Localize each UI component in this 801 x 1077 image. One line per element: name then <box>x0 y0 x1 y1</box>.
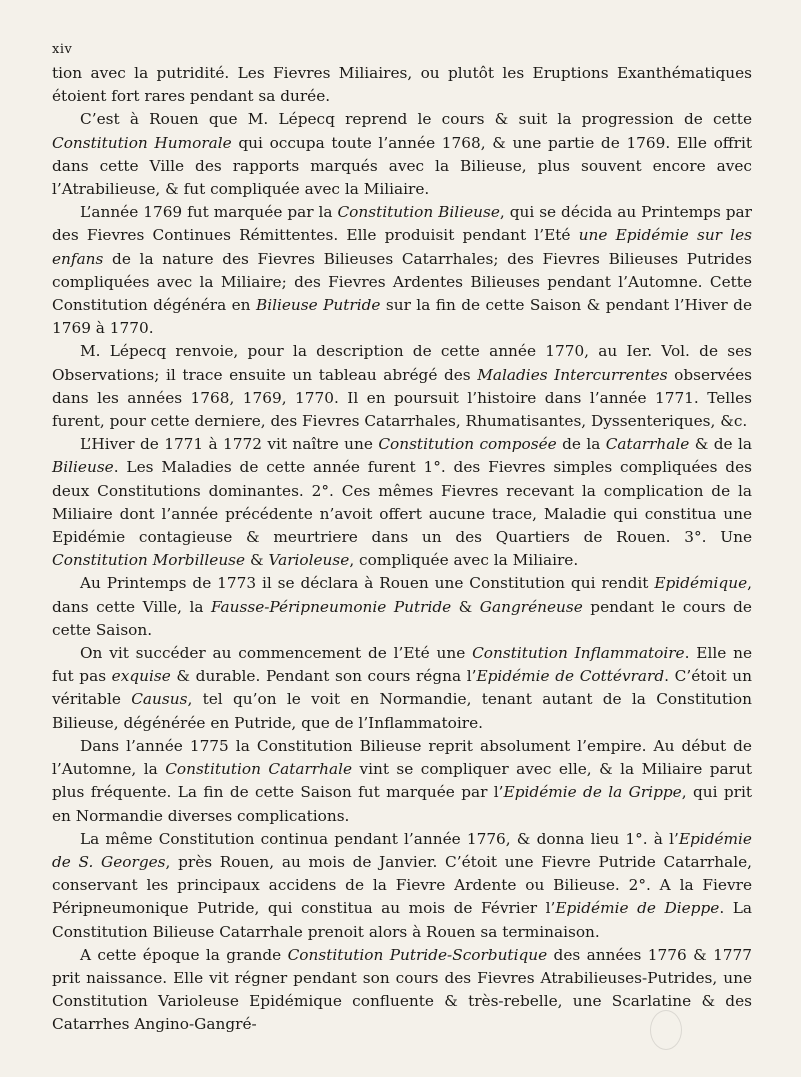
text-run: , qui prit en Normandie diverses complications. <box>52 783 752 825</box>
paragraph <box>52 433 752 572</box>
paper-stain <box>650 1010 682 1050</box>
text-run: vint se compliquer avec elle, & la Miliaire parut plus fréquente. La fin de cette Saison fut marquée par l’ <box>52 760 752 802</box>
italic-phrase: Constitution Putride-Scorbutique <box>287 945 548 964</box>
paragraph <box>52 828 752 944</box>
text-run: observées dans les années 1768, 1769, 1770. Il en poursuit l’histoire dans l’année 1771. Telles furent, pour cette derniere, des Fievres Catarrhales, Rhumatisantes, Dyssenteriques, &c. <box>52 365 752 431</box>
text-run: , compliquée avec la Miliaire. <box>349 551 579 570</box>
text-run: & de la <box>689 435 752 454</box>
paragraph <box>52 944 752 1037</box>
text-run: , qui se décida au Printemps par des Fievres Continues Rémittentes. Elle produisit pendant l’Eté <box>52 203 752 245</box>
italic-phrase: Epidémie de Cottévrard <box>476 667 665 686</box>
italic-phrase: exquise <box>111 667 171 686</box>
text-run: tion avec la putridité. Les Fievres Miliaires, ou plutôt les Eruptions Exanthématiques étoient fort rares pendant sa durée. <box>52 64 752 106</box>
text-run: , près Rouen, au mois de Janvier. C’étoit une Fievre Putride Catarrhale, conservant les principaux accidens de la Fievre Ardente ou Bilieuse. 2°. A la Fievre Péripneumonique Putride, qui constitua au mois de Février l’ <box>52 852 753 918</box>
text-run: de la <box>556 435 606 454</box>
text-run: A cette époque la grande <box>80 945 288 964</box>
text-run: & <box>245 551 269 570</box>
italic-phrase: Bilieuse Putride <box>255 296 381 315</box>
text-run: pendant le cours de cette Saison. <box>52 597 752 639</box>
page-number: xiv <box>52 42 73 57</box>
text-run: Au Printemps de 1773 il se déclara à Rouen une Constitution qui rendit <box>80 574 655 593</box>
body-text <box>52 62 752 1037</box>
paragraph <box>52 201 752 340</box>
italic-phrase: Epidémique <box>654 574 748 593</box>
paragraph <box>52 735 752 828</box>
italic-phrase: Epidémie de la Grippe <box>503 783 682 802</box>
italic-phrase: Constitution Inflammatoire <box>472 644 685 663</box>
italic-phrase: Maladies Intercurrentes <box>477 365 668 384</box>
paragraph <box>52 572 752 642</box>
text-run: La même Constitution continua pendant l’année 1776, & donna lieu 1°. à l’ <box>80 829 679 848</box>
text-run: L’Hiver de 1771 à 1772 vit naître une <box>80 435 379 454</box>
text-run: Dans l’année 1775 la Constitution Bilieuse reprit absolument l’empire. Au début de l’Automne, la <box>52 736 752 779</box>
italic-phrase: Constitution Morbilleuse <box>52 551 246 570</box>
italic-phrase: Constitution composée <box>378 435 557 454</box>
italic-phrase: Constitution Catarrhale <box>165 760 353 779</box>
text-run: . La Constitution Bilieuse Catarrhale prenoit alors à Rouen sa terminaison. <box>52 899 752 941</box>
text-run: & <box>451 597 480 616</box>
italic-phrase: Epidémie de S. Georges <box>52 829 752 871</box>
text-run: C’est à Rouen que M. Lépecq reprend le cours & suit la progression de cette <box>80 110 752 129</box>
text-run: de la nature des Fievres Bilieuses Catarrhales; des Fievres Bilieuses Putrides compliquées avec la Miliaire; des Fievres Ardentes Bilieuses pendant l’Automne. Cette Constitution dégénéra en <box>52 249 752 315</box>
italic-phrase: Bilieuse <box>52 458 114 477</box>
text-run: . Elle ne fut pas <box>52 644 752 686</box>
paragraph <box>52 340 752 433</box>
text-run: & durable. Pendant son cours régna l’ <box>170 667 477 686</box>
text-run: qui occupa toute l’année 1768, & une partie de 1769. Elle offrit dans cette Ville des rapports marqués avec la Bilieuse, plus souvent encore avec l’Atrabilieuse, & fut compliquée avec la Miliaire. <box>52 133 753 199</box>
text-run: sur la fin de cette Saison & pendant l’Hiver de 1769 à 1770. <box>52 296 753 338</box>
text-run: On vit succéder au commencement de l’Eté une <box>80 644 473 663</box>
text-run: , tel qu’on le voit en Normandie, tenant autant de la Constitution Bilieuse, dégénérée en Putride, que de l’Inflammatoire. <box>52 690 752 732</box>
italic-phrase: Catarrhale <box>605 435 690 454</box>
italic-phrase: Varioleuse <box>268 551 350 570</box>
text-run: M. Lépecq renvoie, pour la description de cette année 1770, au Ier. Vol. de ses Observations; il trace ensuite un tableau abrégé des <box>52 342 752 384</box>
paragraph <box>52 642 752 735</box>
text-run: . Les Maladies de cette année furent 1°. des Fievres simples compliquées des deux Constitutions dominantes. 2°. Ces mêmes Fievres recevant la complication de la Miliaire dont l’année précédente n’avoit offert aucune trace, Maladie qui constitua une Epidémie contagieuse & meurtriere dans un des Quartiers de Rouen. 3°. Une <box>52 458 752 547</box>
paragraph <box>52 108 752 201</box>
italic-phrase: Causus <box>131 690 188 709</box>
italic-phrase: Fausse-Péripneumonie Putride <box>210 597 452 616</box>
italic-phrase: Gangréneuse <box>479 597 583 616</box>
italic-phrase: une Epidémie sur les enfans <box>52 226 752 268</box>
italic-phrase: Epidémie de Dieppe <box>555 899 720 918</box>
italic-phrase: Constitution Humorale <box>52 133 232 152</box>
italic-phrase: Constitution Bilieuse <box>337 203 500 222</box>
text-run: . C’étoit un véritable <box>52 667 752 709</box>
text-run: , dans cette Ville, la <box>52 574 752 616</box>
text-run: des années 1776 & 1777 prit naissance. Elle vit régner pendant son cours des Fievres Atrabilieuses-Putrides, une Constitution Varioleuse Epidémique confluente & très-rebelle, une Scarlatine & des Catarrhes Angino-Gangré- <box>52 945 752 1034</box>
paragraph <box>52 62 752 108</box>
text-run: L’année 1769 fut marquée par la <box>80 203 338 222</box>
